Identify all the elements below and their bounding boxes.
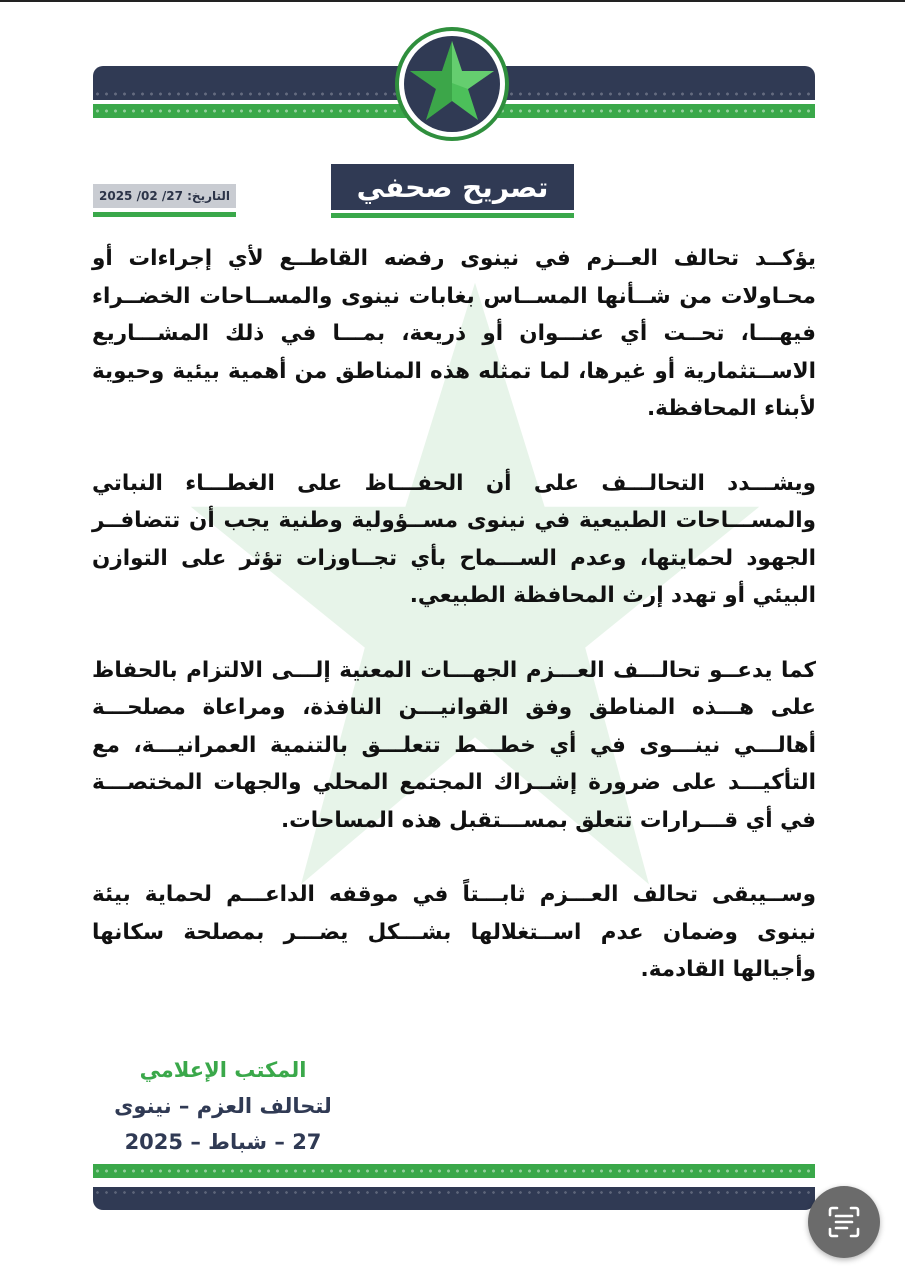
paragraph-2: ويشـــدد التحالـــف على أن الحفـــاظ على الغطـــاء النباتي والمســـاحات الطبيعية في نينوى مســؤولية وطنية يجب أن تتضافــر الجهود لحمايتها، وعدم الســـماح بأي تجــاوزات تؤثر على التوازن البيئي أو تهدد إرث المحافظة الطبيعي.	[92, 470, 816, 608]
date-label: التاريخ: 27/ 02/ 2025	[99, 189, 230, 203]
footer-banner	[93, 1164, 815, 1210]
top-border-line	[0, 0, 905, 2]
footer-divider	[93, 1178, 815, 1187]
title-underline	[331, 213, 574, 218]
title-box	[331, 164, 574, 218]
date-underline	[93, 212, 236, 217]
text-scan-icon	[824, 1202, 864, 1242]
signature-date: 27 – شباط – 2025	[124, 1130, 322, 1154]
signature-organization: لتحالف العزم – نينوى	[114, 1094, 332, 1118]
statement-body	[92, 240, 816, 1026]
title-background	[331, 164, 574, 210]
paragraph-3: كما يدعــو تحالـــف العـــزم الجهـــات المعنية إلـــى الالتزام بالحفاظ على هـــذه المناطق وفق القوانيـــن النافذة، ومراعاة مصلحـــة أهالـــي نينـــوى في أي خطـــط تتعلـــق بالتنمية العمرانيـــة، مع التأكيـــد على ضرورة إشــراك المجتمع المحلي والجهات المختصـــة في أي قـــرارات تتعلق بمســـتقبل هذه المساحات.	[92, 657, 816, 833]
footer-green-stripe	[93, 1164, 815, 1178]
footer-star-pattern	[93, 1189, 815, 1196]
text-scan-button[interactable]	[808, 1186, 880, 1258]
page-title: تصريح صحفي	[356, 170, 549, 204]
signature-block	[93, 1052, 353, 1160]
paragraph-4: وســيبقى تحالف العـــزم ثابـــتاً في موقفه الداعـــم لحماية بيئة نينوى وضمان عدم اســتغلالها بشـــكل يضـــر بمصلحة سكانها وأجيالها القادمة.	[92, 882, 816, 982]
date-box	[93, 184, 236, 218]
paragraph-1: يؤكــد تحالف العــزم في نينوى رفضه القاطــع لأي إجراءات أو محـاولات من شــأنها المســاس بغابات نينوى والمســاحات الخضــراء فيهـــا، تحــت أي عنـــوان أو ذريعة، بمـــا في ذلك المشـــاريع الاســتثمارية أو غيرها، لما تمثله هذه المناطق من أهمية بيئية وحيوية لأبناء المحافظة.	[92, 246, 816, 421]
green-star-icon	[393, 25, 511, 143]
signature-office: المكتب الإعلامي	[139, 1058, 307, 1082]
date-background	[93, 184, 236, 208]
